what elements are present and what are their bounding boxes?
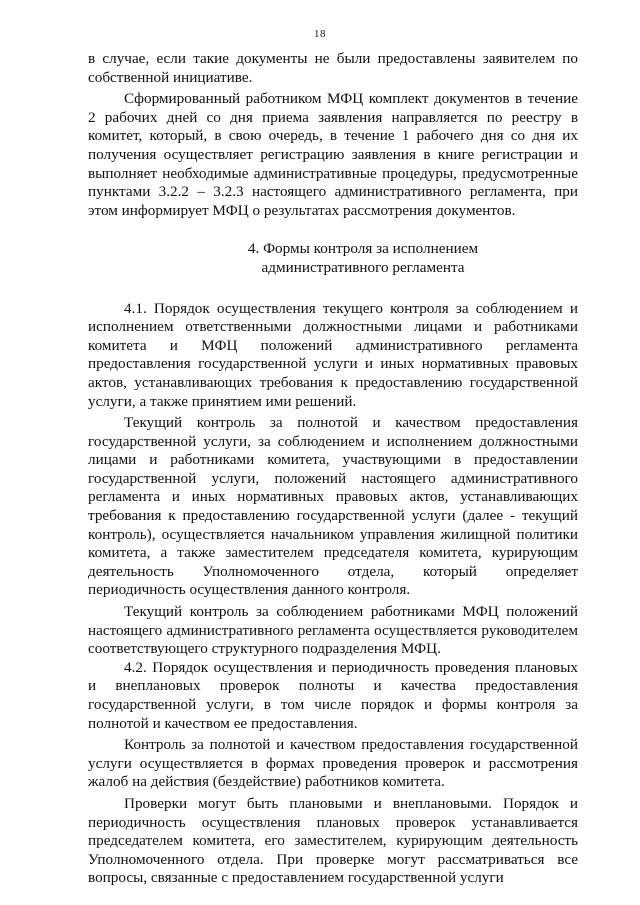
section-heading [88, 240, 578, 277]
paragraph-mfc-control: Текущий контроль за соблюдением работниками МФЦ положений настоящего административного регламента осуществляется руководителем соответствующего структурного подразделения МФЦ. [88, 603, 578, 658]
page-number: 18 [314, 28, 326, 40]
paragraph-current-control: Текущий контроль за полнотой и качеством предоставления государственной услуги, за соблюдением и исполнением должностными лицами и работниками комитета, участвующими в предоставлении государственной услуги, положений настоящего административного регламента и иных нормативных правовых актов, устанавливающих требования к предоставлению государственной услуги (далее - текущий контроль), осуществляется начальником управления жилищной политики комитета, а также заместителем председателя комитета, курирующим деятельность Уполномоченного отдела, который определяет периодичность осуществления данного контроля. [88, 414, 578, 599]
section-heading-line1: 4. Формы контроля за исполнением [247, 240, 479, 258]
paragraph-4-2: 4.2. Порядок осуществления и периодичность проведения плановых и внеплановых проверок полноты и качества предоставления государственной услуги, в том числе порядок и формы контроля за полнотой и качеством ее предоставления. [88, 658, 578, 732]
document-body [88, 50, 578, 888]
paragraph-inspections: Проверки могут быть плановыми и внеплановыми. Порядок и периодичность осуществления плановых проверок устанавливается председателем комитета, его заместителем, курирующим деятельность Уполномоченного отдела. При проверке могут рассматриваться все вопросы, связанные с предоставлением государственной услуги [88, 794, 578, 887]
paragraph-quality-control: Контроль за полнотой и качеством предоставления государственной услуги осуществляется в формах проведения проверок и рассмотрения жалоб на действия (бездействие) работников комитета. [88, 736, 578, 791]
paragraph-continuation: в случае, если такие документы не были предоставлены заявителем по собственной инициативе. [88, 50, 578, 86]
paragraph-4-1: 4.1. Порядок осуществления текущего контроля за соблюдением и исполнением ответственными должностными лицами и работниками комитета и МФЦ положений административного регламента предоставления государственной услуги и иных нормативных правовых актов, устанавливающих требования к предоставлению государственной услуги, а также принятием ими решений. [88, 299, 578, 410]
section-heading-line2: административного регламента [261, 258, 465, 276]
paragraph-mfc-documents: Сформированный работником МФЦ комплект документов в течение 2 рабочих дней со дня приема заявления направляется по реестру в комитет, который, в свою очередь, в течение 1 рабочего дня со дня их получения осуществляет регистрацию заявления в книге регистрации и выполняет необходимые административные процедуры, предусмотренные пунктами 3.2.2 – 3.2.3 настоящего административного регламента, при этом информирует МФЦ о результатах рассмотрения документов. [88, 90, 578, 219]
